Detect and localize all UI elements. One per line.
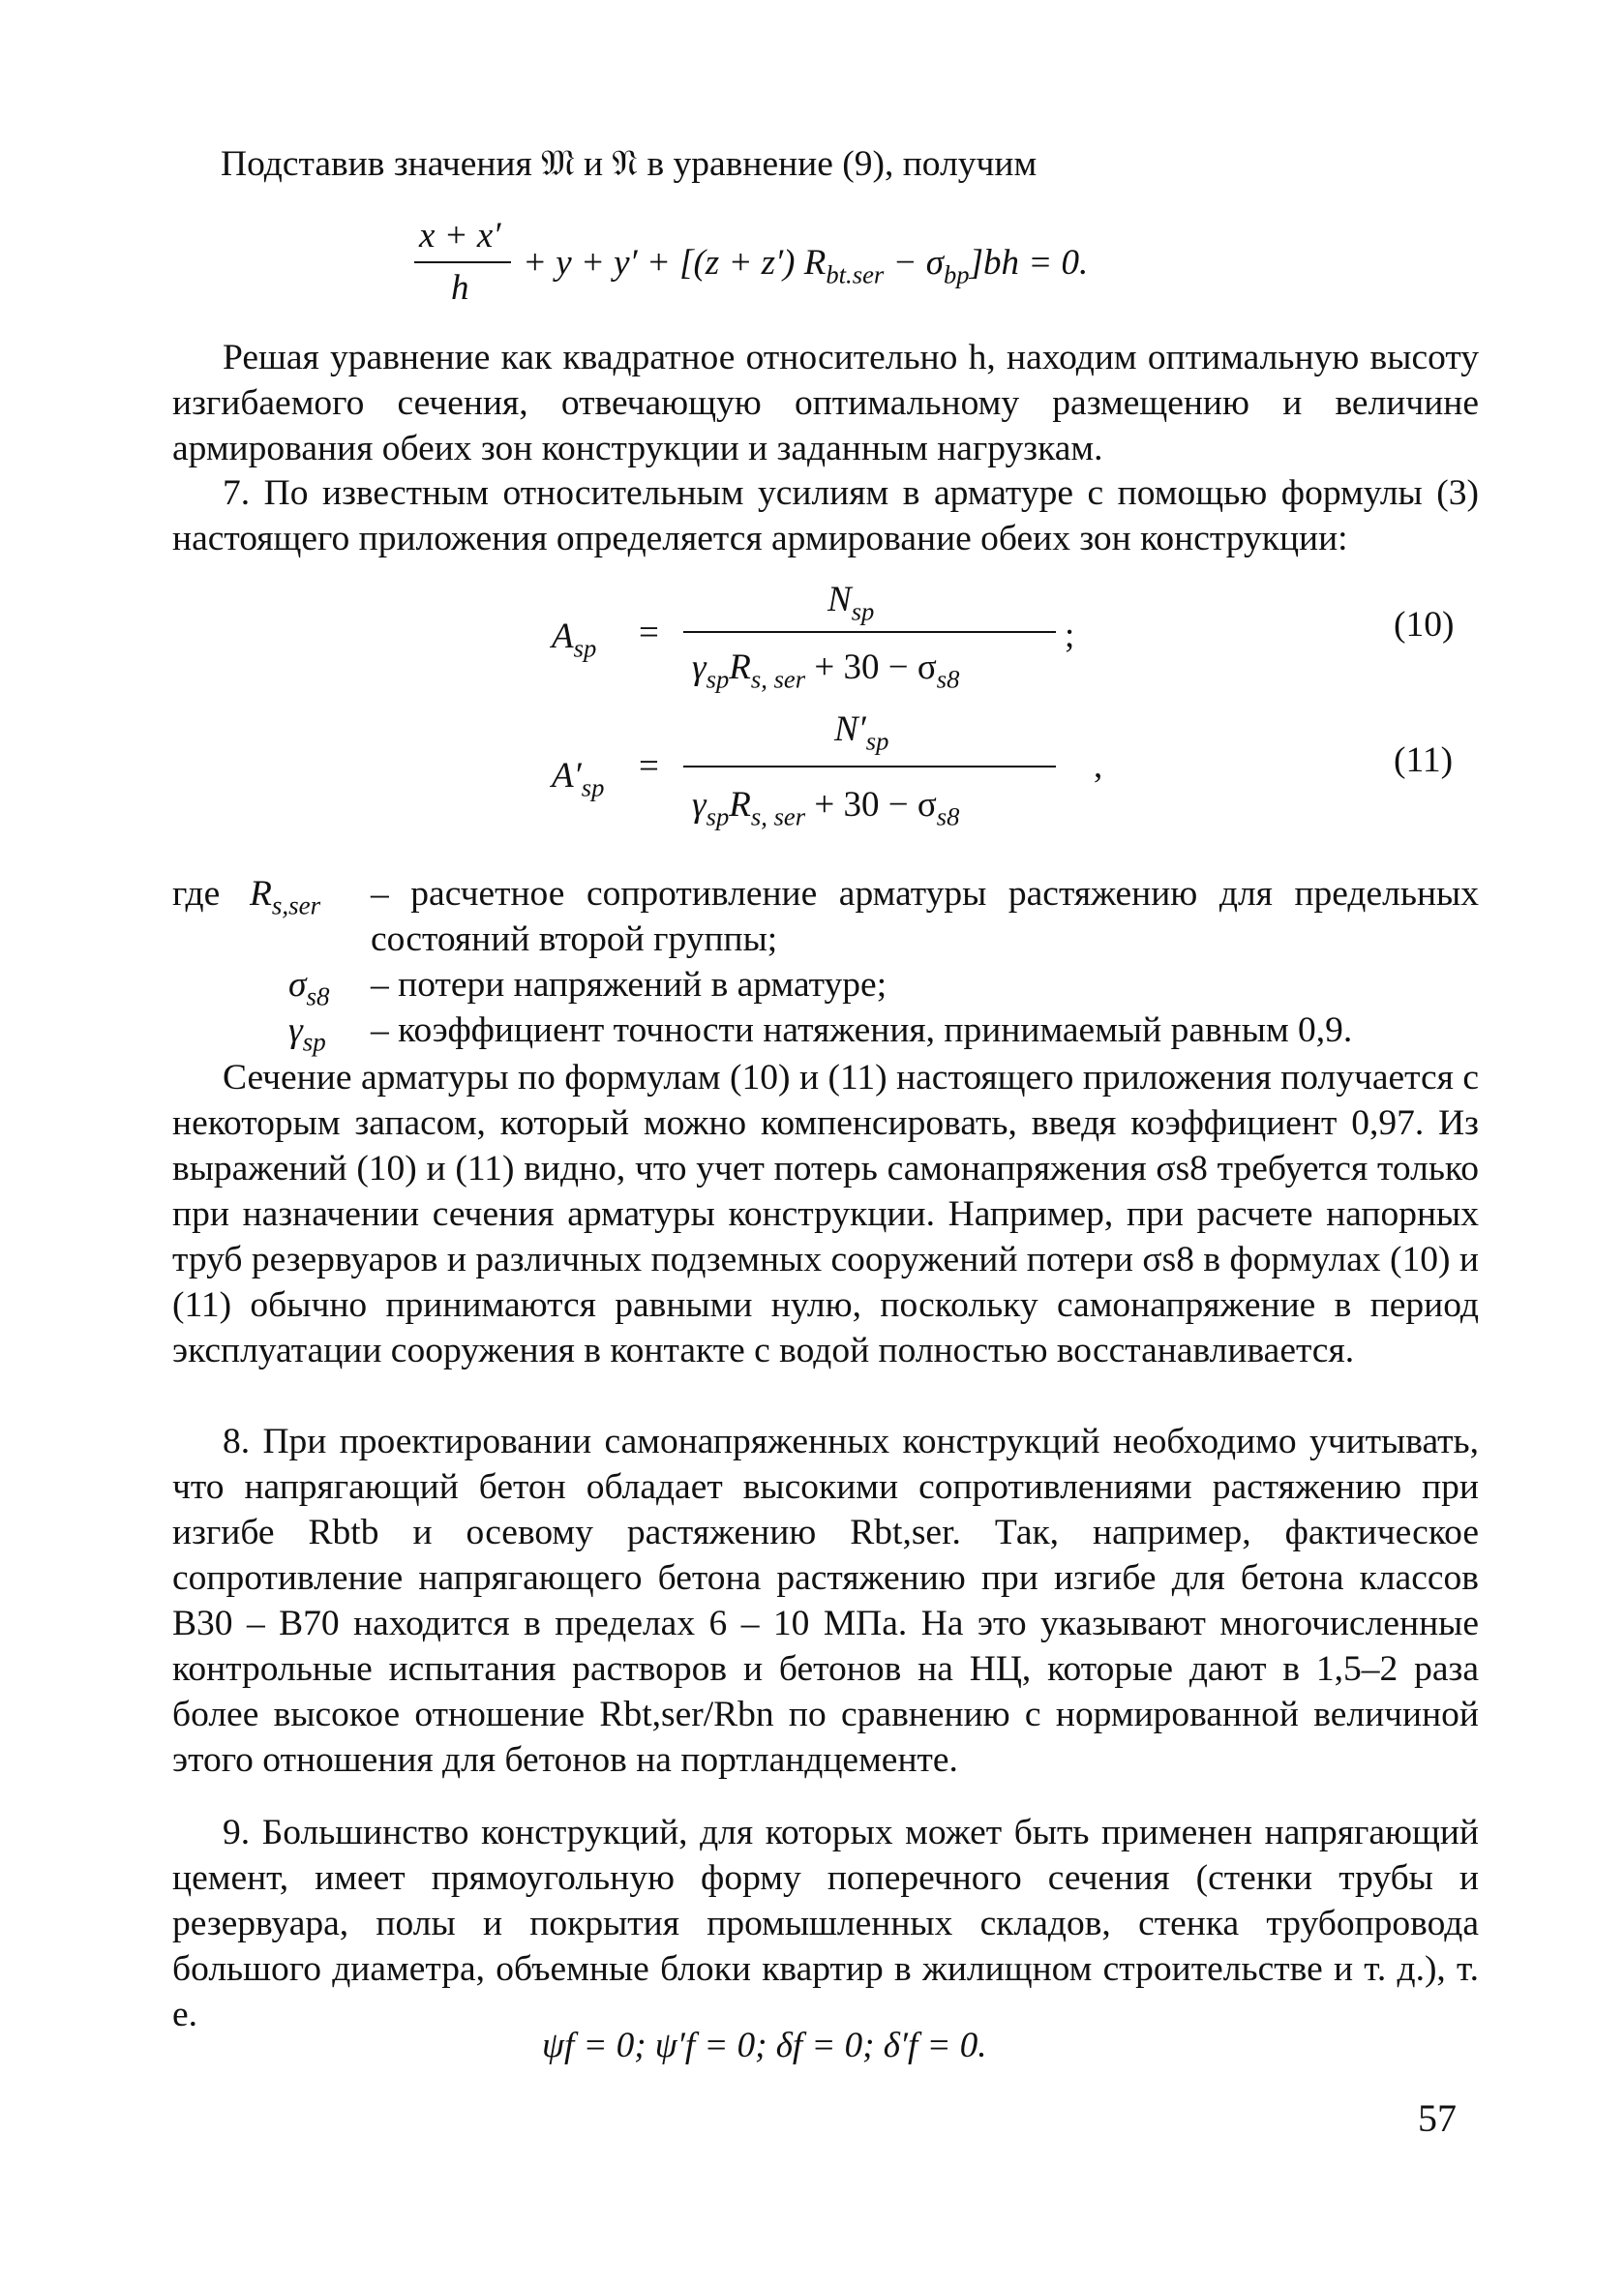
eq10-den-rest: + 30 − σ xyxy=(805,647,937,687)
definitions-block xyxy=(172,871,1479,1057)
eq10-den-sub1: sp xyxy=(706,664,730,694)
eq9-rest-text: + y + y′ + [(z + z′) R xyxy=(523,243,827,283)
definition-r-sser xyxy=(172,871,1479,962)
eq10-num-sub: sp xyxy=(851,596,875,626)
paragraph-section: Сечение арматуры по формулам (10) и (11) настоящего приложения получается с некоторым запасом, который можно компенсировать, введя коэффициент 0,97. Из выражений (10) и (11) видно, что учет потерь самонапряжения σs8 требуется только при назначении сечения арматуры конструкции. Например, при расчете напорных труб резервуаров и различных подземных сооружений потери σs8 в формулах (10) и (11) обычно принимаются равными нулю, поскольку самонапряжение в период эксплуатации сооружения в контакте с водой полностью восстанавливается. xyxy=(172,1058,1479,1370)
eq11-fraction-bar xyxy=(683,766,1056,767)
eq9-tail: ]bh = 0. xyxy=(969,243,1089,283)
eq11-number: (11) xyxy=(1394,740,1454,780)
def-text: – потери напряжений в арматуре; xyxy=(371,965,887,1005)
intro-line: Подставив значения 𝔐 и 𝔑 в уравнение (9), получим xyxy=(221,144,1038,184)
definition-gamma-sp xyxy=(172,1008,1479,1057)
eq11-den-sub2: s, ser xyxy=(750,801,806,831)
eq11-lhs-sub: sp xyxy=(581,772,605,802)
eq11-den-gamma: γ xyxy=(692,785,707,825)
eq9-denominator: h xyxy=(451,268,469,308)
eq11-den-sub3: s8 xyxy=(936,801,960,831)
eq9-sigma-sub: bp xyxy=(943,259,970,289)
eq11-num-sub: sp xyxy=(865,726,889,756)
eq10-lhs-symbol: A xyxy=(552,617,574,656)
def-text: – коэффициент точности натяжения, принимаемый равным 0,9. xyxy=(371,1010,1353,1050)
eq10-denominator xyxy=(692,647,960,694)
def-symbol: $R_{s,ser}$ xyxy=(250,874,321,920)
eq11-num-symbol: N′ xyxy=(834,709,866,749)
eq9-fraction-bar xyxy=(414,261,511,263)
page-number: 57 xyxy=(1418,2096,1457,2140)
eq10-lhs-sub: sp xyxy=(573,633,597,663)
final-equation: ψf = 0; ψ′f = 0; δf = 0; δ′f = 0. xyxy=(542,2026,987,2065)
paragraph-item-9: 9. Большинство конструкций, для которых может быть применен напрягающий цемент, имеет прямоугольную форму поперечного сечения (стенки трубы и резервуара, полы и покрытия промышленных складов, стенка трубопровода большого диаметра, объемные блоки квартир в жилищном строительстве и т. д.), т. е. xyxy=(172,1813,1479,2034)
eq11-denominator xyxy=(692,784,960,831)
eq10-num-symbol: N xyxy=(827,580,852,619)
eq9-rest xyxy=(523,242,1089,289)
def-text: – расчетное сопротивление арматуры растяжению для предельных состояний второй группы; xyxy=(371,874,1479,959)
eq11-lhs-symbol: A′ xyxy=(552,756,582,796)
eq9-numerator: x + x′ xyxy=(419,216,501,256)
eq11-den-rest: + 30 − σ xyxy=(805,785,937,825)
eq11-numerator xyxy=(834,708,889,756)
where-word: где xyxy=(172,874,221,914)
eq10-number: (10) xyxy=(1394,605,1455,645)
eq10-numerator xyxy=(827,579,875,626)
eq10-den-r: R xyxy=(729,647,751,687)
eq10-lhs xyxy=(552,616,597,663)
eq10-den-sub2: s, ser xyxy=(750,664,806,694)
paragraph-solve: Решая уравнение как квадратное относительно h, находим оптимальную высоту изгибаемого сечения, отвечающую оптимальному размещению и величине армирования обеих зон конструкции и заданным нагрузкам. xyxy=(172,338,1479,468)
eq10-den-gamma: γ xyxy=(692,647,707,687)
eq10-fraction-bar xyxy=(683,631,1056,633)
def-symbol: $\gamma_{sp}$ xyxy=(288,1010,326,1057)
eq10-den-sub3: s8 xyxy=(936,664,960,694)
eq9-sigma: − σ xyxy=(884,243,944,283)
eq11-den-r: R xyxy=(729,785,751,825)
eq11-den-sub1: sp xyxy=(706,801,730,831)
paragraph-item-7: 7. По известным относительным усилиям в арматуре с помощью формулы (3) настоящего приложения определяется армирование обеих зон конструкции: xyxy=(172,473,1479,558)
eq11-end: , xyxy=(1094,746,1103,786)
eq10-end: ; xyxy=(1065,616,1075,655)
paragraph-item-8: 8. При проектировании самонапряженных конструкций необходимо учитывать, что напрягающий бетон обладает высокими сопротивлениями растяжению при изгибе Rbtb и осевому растяжению Rbt,ser. Так, например, фактическое сопротивление напрягающего бетона растяжению при изгибе для бетона классов В30 – В70 находится в пределах 6 – 10 МПа. На это указывают многочисленные контрольные испытания растворов и бетонов на НЦ, которые дают в 1,5–2 раза более высокое отношение Rbt,ser/Rbn по сравнению с нормированной величиной этого отношения для бетонов на портландцементе. xyxy=(172,1422,1479,1780)
eq11-equals: = xyxy=(639,746,659,786)
definition-sigma-s8 xyxy=(172,962,1479,1011)
eq10-equals: = xyxy=(639,613,659,652)
eq11-lhs xyxy=(552,755,605,802)
def-symbol: $\sigma_{s8}$ xyxy=(288,965,330,1011)
eq9-rbt-sub: bt.ser xyxy=(826,259,885,289)
